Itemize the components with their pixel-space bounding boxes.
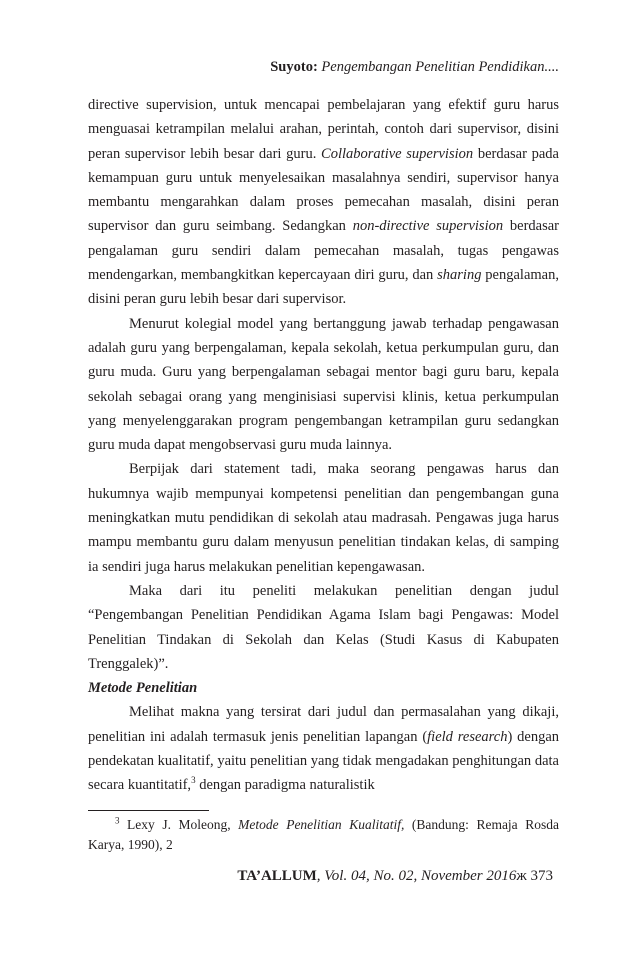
header-author: Suyoto: bbox=[270, 59, 318, 75]
footnote bbox=[88, 815, 559, 855]
text-run: (Bandung: Remaja Rosda Karya, 1990), 2 bbox=[88, 817, 559, 852]
running-header bbox=[270, 59, 559, 76]
text-run: Lexy J. Moleong, bbox=[119, 817, 239, 832]
paragraph-4: Maka dari itu peneliti melakukan penelitian dengan judul “Pengembangan Penelitian Pendidikan Agama Islam bagi Pengawas: Model Penelitian Tindakan di Sekolah dan Kelas (Studi Kasus di Kabupaten Trenggalek)”. bbox=[88, 582, 559, 672]
text-run: ) dengan pendekatan kualitatif, yaitu penelitian yang tidak mengadakan penghitungan data secara kuantitatif, bbox=[88, 728, 560, 794]
page-number: 373 bbox=[526, 868, 553, 884]
footnote-reference[interactable]: 3 bbox=[191, 775, 196, 786]
italic-term: Collaborative supervision bbox=[321, 145, 474, 162]
paragraph-3: Berpijak dari statement tadi, maka seorang pengawas harus dan hukumnya wajib mempunyai kompetensi penelitian dan pengembangan guna meningkatkan mutu pendidikan di sekolah atau madrasah. Pengawas juga harus mampu membantu guru dalam menyusun penelitian tindakan kelas, di samping ia sendiri juga harus melakukan penelitian kepengawasan. bbox=[88, 461, 559, 575]
italic-term: field research bbox=[427, 728, 508, 745]
italic-term: sharing bbox=[437, 267, 482, 284]
text-run: berdasar pada kemampuan guru untuk menyelesaikan masalahnya sendiri, supervisor hanya membantu mengarahkan dalam proses pemecahan masalah, disini peran supervisor dan guru seimbang. Sedangkan bbox=[88, 145, 559, 235]
text-run: dengan paradigma naturalistik bbox=[195, 777, 375, 794]
header-title: Pengembangan Penelitian Pendidikan.... bbox=[321, 59, 559, 75]
journal-name: TA’ALLUM bbox=[237, 868, 317, 884]
footnote-number: 3 bbox=[115, 815, 120, 826]
italic-term: non-directive supervision bbox=[352, 218, 504, 235]
paragraph-1 bbox=[88, 93, 559, 312]
page-marker: ж bbox=[516, 868, 527, 884]
text-run: directive supervision, untuk mencapai pembelajaran yang efektif guru harus menguasai ketrampilan melalui arahan, perintah, contoh dari supervisor, disini peran supervisor lebih besar dari guru. bbox=[88, 97, 559, 162]
body-text bbox=[88, 93, 559, 798]
section-heading: Metode Penelitian bbox=[88, 680, 198, 697]
footnote-divider bbox=[88, 810, 209, 811]
italic-term: Metode Penelitian Kualitatif, bbox=[238, 817, 405, 832]
text-run: Melihat makna yang tersirat dari judul dan permasalahan yang dikaji, penelitian ini adalah termasuk jenis penelitian lapangan ( bbox=[88, 704, 559, 745]
paragraph-5 bbox=[88, 700, 559, 797]
running-footer bbox=[237, 868, 553, 885]
paragraph-2: Menurut kolegial model yang bertanggung jawab terhadap pengawasan adalah guru yang berpengalaman, kepala sekolah, ketua perkumpulan guru, dan guru muda. Guru yang berpengalaman sebagai mentor bagi guru baru, kepala sekolah sebagai orang yang menginisiasi supervisi klinis, ketua perkumpulan yang menyelenggarakan program pengembangan ketrampilan guru sedangkan guru muda dapat mengobservasi guru muda lainnya. bbox=[88, 315, 559, 454]
issue-details: , Vol. 04, No. 02, November 2016 bbox=[316, 868, 517, 884]
text-run: berdasar pengalaman guru sendiri dalam pemecahan masalah, tugas pengawas mendengarkan, membangkitkan kepercayaan diri guru, dan bbox=[88, 218, 560, 284]
text-run: pengalaman, disini peran guru lebih besar dari supervisor. bbox=[88, 267, 559, 308]
